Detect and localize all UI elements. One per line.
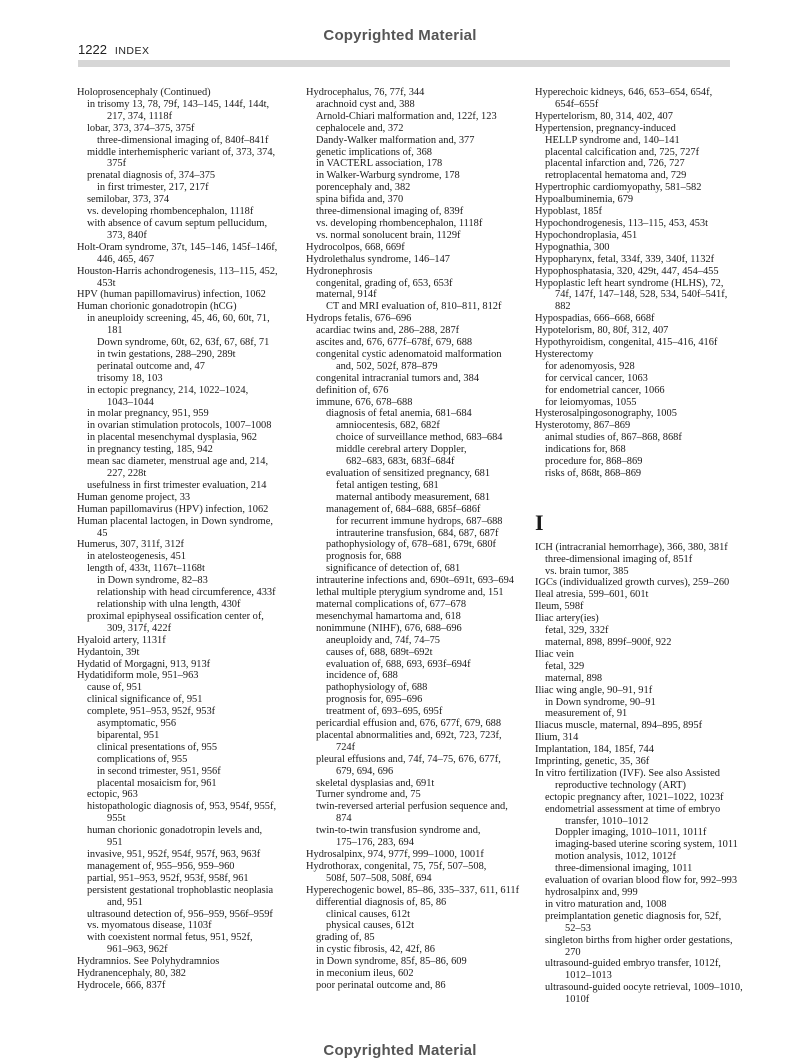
index-entry: Human genome project, 33 [77, 491, 191, 503]
index-subentry: in ovarian stimulation protocols, 1007–1008 [87, 420, 272, 432]
index-subentry: arachnoid cyst and, 388 [316, 98, 415, 110]
index-subentry: partial, 951–953, 952f, 953f, 958f, 961 [87, 872, 249, 884]
index-subentry: in ectopic pregnancy, 214, 1022–1024, [87, 384, 249, 396]
index-subentry: 874 [336, 813, 352, 825]
index-subentry: CT and MRI evaluation of, 810–811, 812f [326, 301, 502, 313]
index-subentry: fetal, 329, 332f [545, 625, 609, 637]
index-subentry: vs. brain tumor, 385 [545, 565, 629, 577]
index-subentry: ultrasound-guided embryo transfer, 1012f, [545, 958, 721, 970]
index-subentry: treatment of, 693–695, 695f [326, 706, 443, 718]
index-subentry: physical causes, 612t [326, 920, 415, 932]
index-subentry: and, 502, 502f, 878–879 [336, 360, 438, 372]
index-subentry: relationship with ulna length, 430f [97, 598, 241, 610]
index-subentry: maternal, 914f [316, 289, 377, 301]
section-letter: I [535, 509, 544, 535]
index-subentry: 227, 228t [107, 468, 147, 479]
index-subentry: maternal antibody measurement, 681 [336, 491, 491, 503]
index-subentry: 175–176, 283, 694 [336, 837, 414, 849]
index-entry: Hydrocephalus, 76, 77f, 344 [306, 87, 425, 98]
index-subentry: histopathologic diagnosis of, 953, 954f, 955f, [87, 801, 277, 813]
index-entry: Human chorionic gonadotropin (hCG) [77, 301, 237, 313]
index-subentry: risks of, 868t, 868–869 [545, 468, 642, 479]
index-subentry: immune, 676, 678–688 [316, 396, 413, 408]
index-subentry: animal studies of, 867–868, 868f [545, 432, 682, 444]
index-subentry: 446, 465, 467 [97, 253, 155, 265]
index-subentry: in molar pregnancy, 951, 959 [87, 408, 209, 420]
index-subentry: 951 [107, 837, 123, 849]
index-entry: Hypotelorism, 80, 80f, 312, 407 [535, 325, 669, 337]
index-subentry: clinical causes, 612t [326, 908, 410, 920]
index-entry: Hydrocele, 666, 837f [77, 979, 166, 991]
index-subentry: cephalocele and, 372 [316, 122, 404, 134]
index-subentry: three-dimensional imaging of, 839f [316, 206, 464, 218]
index-subentry: in first trimester, 217, 217f [97, 182, 209, 194]
index-subentry: Doppler imaging, 1010–1011, 1011f [555, 827, 707, 839]
index-subentry: acardiac twins and, 286–288, 287f [316, 325, 460, 337]
index-entry: Hypochondroplasia, 451 [535, 229, 638, 241]
index-subentry: ultrasound-guided oocyte retrieval, 1009–1010, [545, 982, 743, 994]
index-subentry: porencephaly and, 382 [316, 182, 411, 194]
index-subentry: 74f, 147f, 147–148, 528, 534, 540f–541f, [555, 289, 728, 301]
index-entry: Hydrosalpinx, 974, 977f, 999–1000, 1001f [306, 849, 484, 860]
index-subentry: clinical significance of, 951 [87, 694, 203, 706]
index-subentry: asymptomatic, 956 [97, 718, 177, 730]
index-entry: Hydrops fetalis, 676–696 [306, 313, 412, 325]
index-subentry: procedure for, 868–869 [545, 456, 643, 468]
index-column-1 [77, 87, 305, 992]
index-subentry: prenatal diagnosis of, 374–375 [87, 170, 216, 182]
index-subentry: semilobar, 373, 374 [87, 194, 170, 206]
index-subentry: diagnosis of fetal anemia, 681–684 [326, 408, 472, 420]
index-entry: Iliacus muscle, maternal, 894–895, 895f [535, 720, 703, 732]
index-subentry: amniocentesis, 682, 682f [336, 420, 440, 432]
index-subentry: evaluation of ovarian blood flow for, 992–993 [545, 875, 738, 887]
index-subentry: ectopic pregnancy after, 1021–1022, 1023f [545, 791, 724, 803]
index-entry: Imprinting, genetic, 35, 36f [535, 756, 650, 768]
index-subentry: complications of, 955 [97, 753, 188, 765]
index-subentry: pericardial effusion and, 676, 677f, 679, 688 [316, 718, 502, 730]
index-subentry: intrauterine transfusion, 684, 687, 687f [336, 527, 499, 539]
index-subentry: in Walker-Warburg syndrome, 178 [316, 170, 460, 182]
index-subentry: placental infarction and, 726, 727 [545, 158, 685, 170]
index-subentry: in Down syndrome, 85f, 85–86, 609 [316, 956, 467, 968]
index-subentry: in meconium ileus, 602 [316, 968, 414, 980]
index-subentry: congenital, grading of, 653, 653f [316, 277, 453, 289]
index-subentry: in VACTERL association, 178 [316, 158, 443, 170]
index-subentry: indications for, 868 [545, 444, 626, 456]
index-subentry: length of, 433t, 1167t–1168t [87, 563, 205, 575]
index-subentry: aneuploidy and, 74f, 74–75 [326, 634, 440, 646]
index-subentry: 45 [97, 527, 108, 539]
index-subentry: 654f–655f [555, 98, 599, 110]
index-subentry: human chorionic gonadotropin levels and, [87, 825, 263, 837]
index-subentry: maternal, 898 [545, 672, 603, 684]
index-subentry: relationship with head circumference, 433f [97, 587, 276, 599]
index-entry: Hypopharynx, fetal, 334f, 339, 340f, 1132f [535, 253, 715, 265]
index-subentry: three-dimensional imaging of, 840f–841f [97, 134, 269, 146]
index-subentry: with absence of cavum septum pellucidum, [87, 217, 268, 229]
index-subentry: transfer, 1010–1012 [565, 815, 649, 827]
index-subentry: and, 951 [107, 896, 143, 908]
index-subentry: in vitro maturation and, 1008 [545, 898, 667, 910]
index-subentry: incidence of, 688 [326, 670, 398, 682]
index-subentry: causes of, 688, 689t–692t [326, 646, 433, 658]
index-subentry: mean sac diameter, menstrual age and, 214, [87, 456, 269, 468]
index-entry: Hypertelorism, 80, 314, 402, 407 [535, 110, 673, 122]
index-entry: Hydantoin, 39t [77, 646, 140, 658]
index-entry: IGCs (individualized growth curves), 259–260 [535, 577, 730, 589]
index-subentry: preimplantation genetic diagnosis for, 52f, [545, 910, 722, 922]
index-subentry: 508f, 507–508, 508f, 694 [326, 872, 432, 884]
index-subentry: grading of, 85 [316, 932, 375, 944]
index-subentry: mesenchymal hamartoma and, 618 [316, 610, 461, 622]
index-subentry: placental mosaicism for, 961 [97, 777, 217, 789]
index-entry: Iliac vein [535, 648, 574, 660]
copyright-watermark-top: Copyrighted Material [323, 27, 477, 44]
index-subentry: 1010f [565, 994, 590, 1006]
index-subentry: ectopic, 963 [87, 789, 138, 801]
index-entry: HPV (human papillomavirus) infection, 1062 [77, 289, 266, 301]
header-rule [78, 60, 730, 67]
page-number: 1222 [78, 42, 107, 57]
index-column-3 [535, 87, 763, 1006]
index-subentry: in pregnancy testing, 185, 942 [87, 444, 213, 456]
index-subentry: in placental mesenchymal dysplasia, 962 [87, 432, 257, 444]
index-entry: Hydronephrosis [306, 265, 373, 277]
index-subentry: 375f [107, 158, 127, 170]
index-subentry: clinical presentations of, 955 [97, 741, 218, 753]
index-subentry: 270 [565, 946, 581, 958]
index-subentry: ascites and, 676, 677f–678f, 679, 688 [316, 337, 473, 349]
index-subentry: pathophysiology of, 688 [326, 682, 428, 694]
index-subentry: lethal multiple pterygium syndrome and, 151 [316, 587, 504, 599]
index-subentry: maternal, 898, 899f–900f, 922 [545, 636, 672, 648]
index-subentry: nonimmune (NIHF), 676, 688–696 [316, 622, 462, 634]
index-entry: Hysterosalpingosonography, 1005 [535, 408, 677, 420]
index-subentry: cause of, 951 [87, 682, 143, 694]
index-subentry: proximal epiphyseal ossification center of, [87, 610, 264, 622]
index-subentry: invasive, 951, 952f, 954f, 957f, 963, 963f [87, 849, 261, 860]
index-subentry: 181 [107, 325, 123, 337]
index-subentry: differential diagnosis of, 85, 86 [316, 896, 447, 908]
index-entry: Hypertrophic cardiomyopathy, 581–582 [535, 182, 702, 194]
index-entry: Hypoalbuminemia, 679 [535, 194, 634, 206]
index-subentry: for endometrial cancer, 1066 [545, 384, 665, 396]
index-entry: Human papillomavirus (HPV) infection, 1062 [77, 503, 269, 515]
index-subentry: placental abnormalities and, 692t, 723, 723f, [316, 729, 502, 741]
index-subentry: three-dimensional imaging of, 851f [545, 553, 693, 565]
index-subentry: placental calcification and, 725, 727f [545, 146, 700, 158]
index-subentry: choice of surveillance method, 683–684 [336, 432, 503, 444]
index-subentry: persistent gestational trophoblastic neoplasia [87, 884, 274, 896]
index-subentry: 961–963, 962f [107, 944, 168, 956]
spacer [535, 480, 763, 492]
index-entry: Hyperechogenic bowel, 85–86, 335–337, 611, 611f [306, 884, 520, 896]
index-subentry: singleton births from higher order gestations, [545, 934, 733, 946]
index-subentry: fetal antigen testing, 681 [336, 479, 439, 491]
index-subentry: reproductive technology (ART) [555, 779, 686, 791]
index-subentry: prognosis for, 695–696 [326, 694, 423, 706]
index-entry: Hypertension, pregnancy-induced [535, 122, 676, 134]
index-subentry: trisomy 18, 103 [97, 372, 163, 384]
index-subentry: middle interhemispheric variant of, 373, 374, [87, 146, 276, 158]
index-subentry: in cystic fibrosis, 42, 42f, 86 [316, 944, 435, 956]
index-entry: Hydatid of Morgagni, 913, 913f [77, 658, 211, 670]
index-entry: Houston-Harris achondrogenesis, 113–115, 452, [77, 265, 278, 277]
index-subentry: definition of, 676 [316, 384, 389, 396]
index-subentry: spina bifida and, 370 [316, 194, 404, 206]
index-subentry: with coexistent normal fetus, 951, 952f, [87, 932, 253, 944]
index-subentry: for recurrent immune hydrops, 687–688 [336, 515, 503, 527]
index-entry: Hyperechoic kidneys, 646, 653–654, 654f, [535, 87, 713, 98]
index-subentry: in twin gestations, 288–290, 289t [97, 348, 236, 360]
page-header [78, 42, 150, 57]
index-subentry: usefulness in first trimester evaluation, 214 [87, 479, 267, 491]
index-subentry: vs. developing rhombencephalon, 1118f [87, 206, 254, 218]
index-entry: Implantation, 184, 185f, 744 [535, 744, 654, 756]
index-subentry: 1012–1013 [565, 970, 612, 982]
index-subentry: 679, 694, 696 [336, 765, 394, 777]
index-subentry: 453t [97, 277, 116, 289]
index-entry: Human placental lactogen, in Down syndrome, [77, 515, 273, 527]
index-entry: Hypothyroidism, congenital, 415–416, 416f [535, 337, 718, 349]
index-subentry: middle cerebral artery Doppler, [336, 444, 467, 456]
index-entry: Ilium, 314 [535, 732, 579, 744]
index-entry: Hypospadias, 666–668, 668f [535, 313, 655, 325]
index-subentry: vs. developing rhombencephalon, 1118f [316, 217, 483, 229]
index-subentry: measurement of, 91 [545, 708, 628, 720]
index-subentry: 955t [107, 813, 126, 825]
index-subentry: 52–53 [565, 922, 591, 934]
copyright-watermark-bottom: Copyrighted Material [323, 1042, 477, 1059]
index-entry: Hydrothorax, congenital, 75, 75f, 507–508, [306, 860, 487, 872]
index-subentry: 1043–1044 [107, 396, 154, 408]
index-subentry: 724f [336, 741, 356, 753]
spacer [535, 492, 763, 504]
index-subentry: Turner syndrome and, 75 [316, 789, 421, 801]
index-entry: Hypognathia, 300 [535, 241, 610, 253]
index-subentry: for leiomyomas, 1055 [545, 396, 637, 408]
index-subentry: hydrosalpinx and, 999 [545, 887, 638, 898]
index-entry: Hypoplastic left heart syndrome (HLHS), 72, [535, 277, 724, 289]
index-entry: In vitro fertilization (IVF). See also Assisted [535, 767, 720, 779]
index-subentry: in atelosteogenesis, 451 [87, 551, 186, 563]
index-entry: Hydatidiform mole, 951–963 [77, 670, 199, 682]
index-subentry: in Down syndrome, 90–91 [545, 696, 656, 708]
index-subentry: 309, 317f, 422f [107, 622, 172, 634]
index-entry: Hydramnios. See Polyhydramnios [77, 956, 220, 968]
index-entry: Ileal atresia, 599–601, 601t [535, 589, 649, 601]
index-subentry: retroplacental hematoma and, 729 [545, 170, 687, 182]
index-subentry: prognosis for, 688 [326, 551, 402, 563]
index-subentry: imaging-based uterine scoring system, 1011 [555, 839, 738, 851]
index-subentry: skeletal dysplasias and, 691t [316, 777, 435, 789]
index-subentry: HELLP syndrome and, 140–141 [545, 134, 680, 146]
index-subentry: 373, 840f [107, 229, 147, 241]
index-entry: Ileum, 598f [535, 601, 584, 613]
index-subentry: vs. myomatous disease, 1103f [87, 920, 212, 932]
index-entry: Hydranencephaly, 80, 382 [77, 968, 186, 980]
index-subentry: for cervical cancer, 1063 [545, 372, 648, 384]
index-subentry: twin-reversed arterial perfusion sequence and, [316, 801, 508, 813]
index-subentry: in aneuploidy screening, 45, 46, 60, 60t, 71, [87, 313, 270, 325]
index-subentry: 217, 374, 1118f [107, 110, 173, 122]
index-subentry: fetal, 329 [545, 660, 585, 672]
index-subentry: intrauterine infections and, 690t–691t, 693–694 [316, 575, 514, 587]
index-subentry: management of, 684–688, 685f–686f [326, 503, 481, 515]
index-entry: Hypoblast, 185f [535, 206, 602, 218]
index-column-2 [306, 87, 534, 992]
running-title: INDEX [114, 45, 150, 57]
index-entry: Holoprosencephaly (Continued) [77, 87, 211, 98]
index-subentry: genetic implications of, 368 [316, 146, 433, 158]
index-subentry: vs. normal sonolucent brain, 1129f [316, 229, 461, 241]
index-entry: Hypophosphatasia, 320, 429t, 447, 454–455 [535, 265, 719, 277]
index-subentry: endometrial assessment at time of embryo [545, 803, 721, 815]
index-subentry: significance of detection of, 681 [326, 563, 461, 575]
index-subentry: pathophysiology of, 678–681, 679t, 680f [326, 539, 496, 551]
index-entry: Holt-Oram syndrome, 37t, 145–146, 145f–146f, [77, 241, 278, 253]
index-subentry: Dandy-Walker malformation and, 377 [316, 134, 475, 146]
index-subentry: motion analysis, 1012, 1012f [555, 851, 676, 863]
index-entry: Hysterotomy, 867–869 [535, 420, 631, 432]
index-subentry: lobar, 373, 374–375, 375f [87, 122, 195, 134]
index-entry: ICH (intracranial hemorrhage), 366, 380, 381f [535, 541, 728, 553]
index-subentry: evaluation of sensitized pregnancy, 681 [326, 468, 491, 479]
index-subentry: evaluation of, 688, 693, 693f–694f [326, 658, 471, 670]
index-subentry: in trisomy 13, 78, 79f, 143–145, 144f, 144t, [87, 98, 270, 110]
index-subentry: 882 [555, 301, 571, 313]
index-subentry: Down syndrome, 60t, 62, 63f, 67, 68f, 71 [97, 337, 270, 349]
index-entry: Hydrocolpos, 668, 669f [306, 241, 405, 253]
index-subentry: poor perinatal outcome and, 86 [316, 979, 446, 991]
index-subentry: perinatal outcome and, 47 [97, 360, 205, 372]
index-subentry: pleural effusions and, 74f, 74–75, 676, 677f, [316, 753, 501, 765]
index-subentry: ultrasound detection of, 956–959, 956f–959f [87, 908, 273, 920]
index-subentry: in Down syndrome, 82–83 [97, 575, 208, 587]
index-subentry: in second trimester, 951, 956f [97, 765, 221, 777]
index-subentry: management of, 955–956, 959–960 [87, 860, 235, 872]
index-entry: Humerus, 307, 311f, 312f [77, 539, 184, 551]
index-subentry: maternal complications of, 677–678 [316, 598, 467, 610]
index-subentry: Arnold-Chiari malformation and, 122f, 123 [316, 110, 497, 122]
index-subentry: for adenomyosis, 928 [545, 360, 635, 372]
index-entry: Hysterectomy [535, 348, 594, 360]
index-subentry: congenital cystic adenomatoid malformation [316, 348, 502, 360]
index-subentry: biparental, 951 [97, 729, 160, 741]
index-entry: Hydrolethalus syndrome, 146–147 [306, 253, 451, 265]
index-entry: Hypochondrogenesis, 113–115, 453, 453t [535, 217, 708, 229]
index-subentry: congenital intracranial tumors and, 384 [316, 372, 480, 384]
index-subentry: complete, 951–953, 952f, 953f [87, 706, 216, 718]
index-subentry: twin-to-twin transfusion syndrome and, [316, 825, 481, 837]
index-subentry: three-dimensional imaging, 1011 [555, 863, 693, 875]
index-entry: Iliac wing angle, 90–91, 91f [535, 684, 653, 696]
index-subentry: 682–683, 683t, 683f–684f [346, 456, 455, 468]
index-entry: Hyaloid artery, 1131f [77, 634, 166, 646]
index-entry: Iliac artery(ies) [535, 613, 599, 625]
